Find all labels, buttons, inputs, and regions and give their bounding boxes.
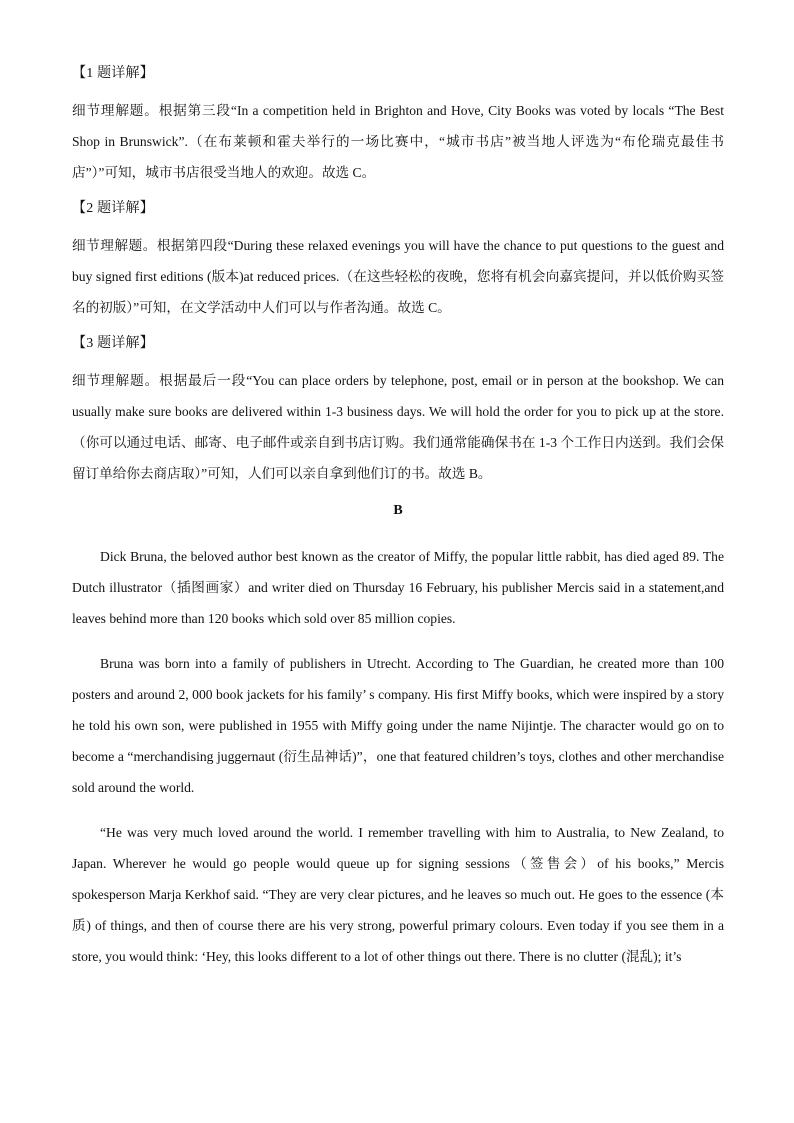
answer-block-3 [72, 334, 724, 489]
answer-heading-3: 【3 题详解】 [72, 336, 154, 351]
answer-text-1: 细节理解题。根据第三段“In a competition held in Brighton and Hove, City Books was voted by locals “The Best Shop in Brunswick”.（在布莱顿和霍夫举行的一场比赛中，“城市书店”被当地人评选为“布伦瑞克最佳书店”）”可知，城市书店很受当地人的欢迎。故选 C。 [72, 103, 724, 180]
answer-block-1 [72, 64, 724, 188]
answer-block-2 [72, 199, 724, 323]
passage-paragraph-3: “He was very much loved around the world. I remember travelling with him to Australia, to New Zealand, to Japan. Wherever he would go people would queue up for signing sessions（签售会）of his books,” Mercis spokesperson Marja Kerkhof said. “They are very clear pictures, and he leaves so much out. He goes to the essence (本质) of things, and then of course there are his very strong, powerful primary colours. Even today if you see them in a store, you would think: ‘Hey, this looks different to a lot of other things out there. There is no clutter (混乱); it’s [72, 825, 724, 964]
passage-paragraph-1: Dick Bruna, the beloved author best known as the creator of Miffy, the popular little rabbit, has died aged 89. The Dutch illustrator（插图画家）and writer died on Thursday 16 February, his publisher Mercis said in a statement,and leaves behind more than 120 books which sold over 85 million copies. [72, 549, 724, 626]
answer-heading-1: 【1 题详解】 [72, 66, 154, 81]
section-title-b: B [393, 503, 403, 518]
passage-paragraph-2: Bruna was born into a family of publishers in Utrecht. According to The Guardian, he created more than 100 posters and around 2, 000 book jackets for his family’ s company. His first Miffy books, which were inspired by a story he told his own son, were published in 1955 with Miffy going under the name Nijintje. The character would go on to become a “merchandising juggernaut (衍生品神话)”，one that featured children’s toys, clothes and other merchandise sold around the world. [72, 656, 724, 795]
answer-text-2: 细节理解题。根据第四段“During these relaxed evenings you will have the chance to put questions to the guest and buy signed first editions (版本)at reduced prices.（在这些轻松的夜晚，您将有机会向嘉宾提问，并以低价购买签名的初版）”可知，在文学活动中人们可以与作者沟通。故选 C。 [72, 238, 724, 315]
document-page [72, 64, 724, 986]
answer-text-3: 细节理解题。根据最后一段“You can place orders by telephone, post, email or in person at the bookshop. We can usually make sure books are delivered within 1-3 business days. We will hold the order for you to pick up at the store.（你可以通过电话、邮寄、电子邮件或亲自到书店订购。我们通常能确保书在 1-3 个工作日内送到。我们会保留订单给你去商店取）”可知，人们可以亲自拿到他们订的书。故选 B。 [72, 373, 724, 481]
answer-heading-2: 【2 题详解】 [72, 201, 154, 216]
